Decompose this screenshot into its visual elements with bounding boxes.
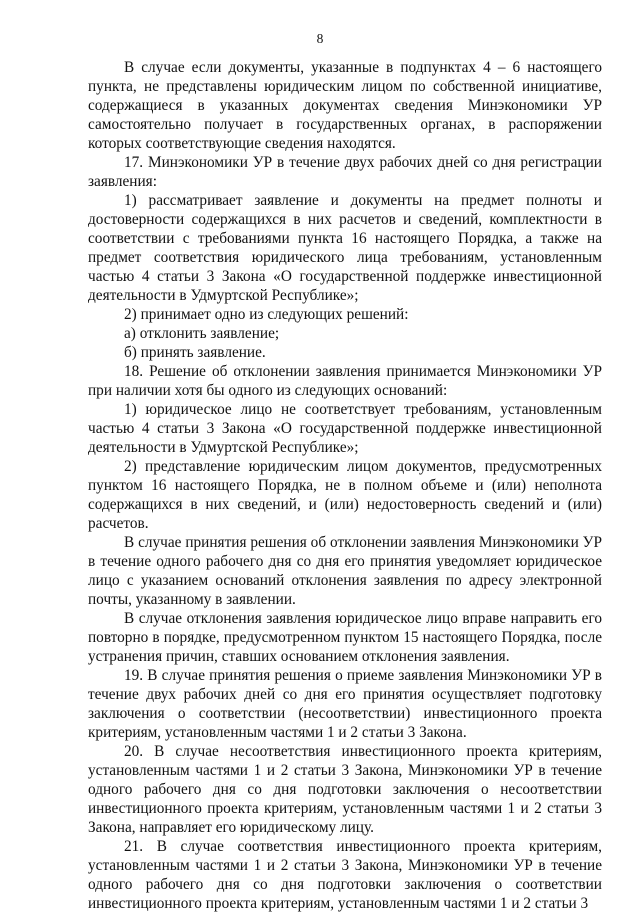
paragraph-17: 17. Минэкономики УР в течение двух рабочих дней со дня регистрации заявления: bbox=[88, 154, 602, 190]
paragraph-rejection-notice: В случае принятия решения об отклонении заявления Минэкономики УР в течение одного рабочего дня со дня его принятия уведомляет юридическое лицо с указанием оснований отклонения заявления по адресу электронной почты, указанному в заявлении. bbox=[88, 534, 602, 608]
paragraph-18-item-2: 2) представление юридическим лицом документов, предусмотренных пунктом 16 настоящего Порядка, не в полном объеме и (или) неполнота содержащихся в них сведений, и (или) недостоверность сведений и (или) расчетов. bbox=[88, 458, 602, 532]
paragraph-17-item-1: 1) рассматривает заявление и документы на предмет полноты и достоверности содержащихся в них расчетов и сведений, комплектности в соответствии с требованиями пункта 16 настоящего Порядка, а также на предмет соответствия юридического лица требованиям, установленным частью 4 статьи 3 Закона «О государственной поддержке инвестиционной деятельности в Удмуртской Республике»; bbox=[88, 192, 602, 304]
document-body bbox=[88, 58, 602, 913]
paragraph-20: 20. В случае несоответствия инвестиционного проекта критериям, установленным частями 1 и 2 статьи 3 Закона, Минэкономики УР в течение одного рабочего дня со дня подготовки заключения о несоответствии инвестиционного проекта критериям, установленным частями 1 и 2 статьи 3 Закона, направляет его юридическому лицу. bbox=[88, 743, 602, 836]
paragraph-resubmission: В случае отклонения заявления юридическое лицо вправе направить его повторно в порядке, предусмотренном пунктом 15 настоящего Порядка, после устранения причин, ставших основанием отклонения заявления. bbox=[88, 610, 602, 665]
paragraph-19: 19. В случае принятия решения о приеме заявления Минэкономики УР в течение двух рабочих дней со дня его принятия осуществляет подготовку заключения о соответствии (несоответствии) инвестиционного проекта критериям, установленным частями 1 и 2 статьи 3 Закона. bbox=[88, 667, 602, 741]
paragraph-18-item-1: 1) юридическое лицо не соответствует требованиям, установленным частью 4 статьи 3 Закона «О государственной поддержке инвестиционной деятельности в Удмуртской Республике»; bbox=[88, 401, 602, 456]
paragraph-17-item-2: 2) принимает одно из следующих решений: bbox=[124, 306, 409, 323]
page-number: 8 bbox=[316, 31, 324, 46]
paragraph-21: 21. В случае соответствия инвестиционного проекта критериям, установленным частями 1 и 2 статьи 3 Закона, Минэкономики УР в течение одного рабочего дня со дня подготовки заключения о соответствии инвестиционного проекта критериям, установленным частями 1 и 2 статьи 3 bbox=[88, 838, 602, 912]
paragraph-18: 18. Решение об отклонении заявления принимается Минэкономики УР при наличии хотя бы одного из следующих оснований: bbox=[88, 363, 602, 399]
paragraph-17-item-2a: а) отклонить заявление; bbox=[124, 325, 280, 342]
paragraph-documents-obtained: В случае если документы, указанные в подпунктах 4 – 6 настоящего пункта, не представлены юридическим лицом по собственной инициативе, содержащиеся в указанных документах сведения Минэкономики УР самостоятельно получает в государственных органах, в распоряжении которых соответствующие сведения находятся. bbox=[88, 59, 602, 152]
paragraph-17-item-2b: б) принять заявление. bbox=[124, 344, 266, 361]
